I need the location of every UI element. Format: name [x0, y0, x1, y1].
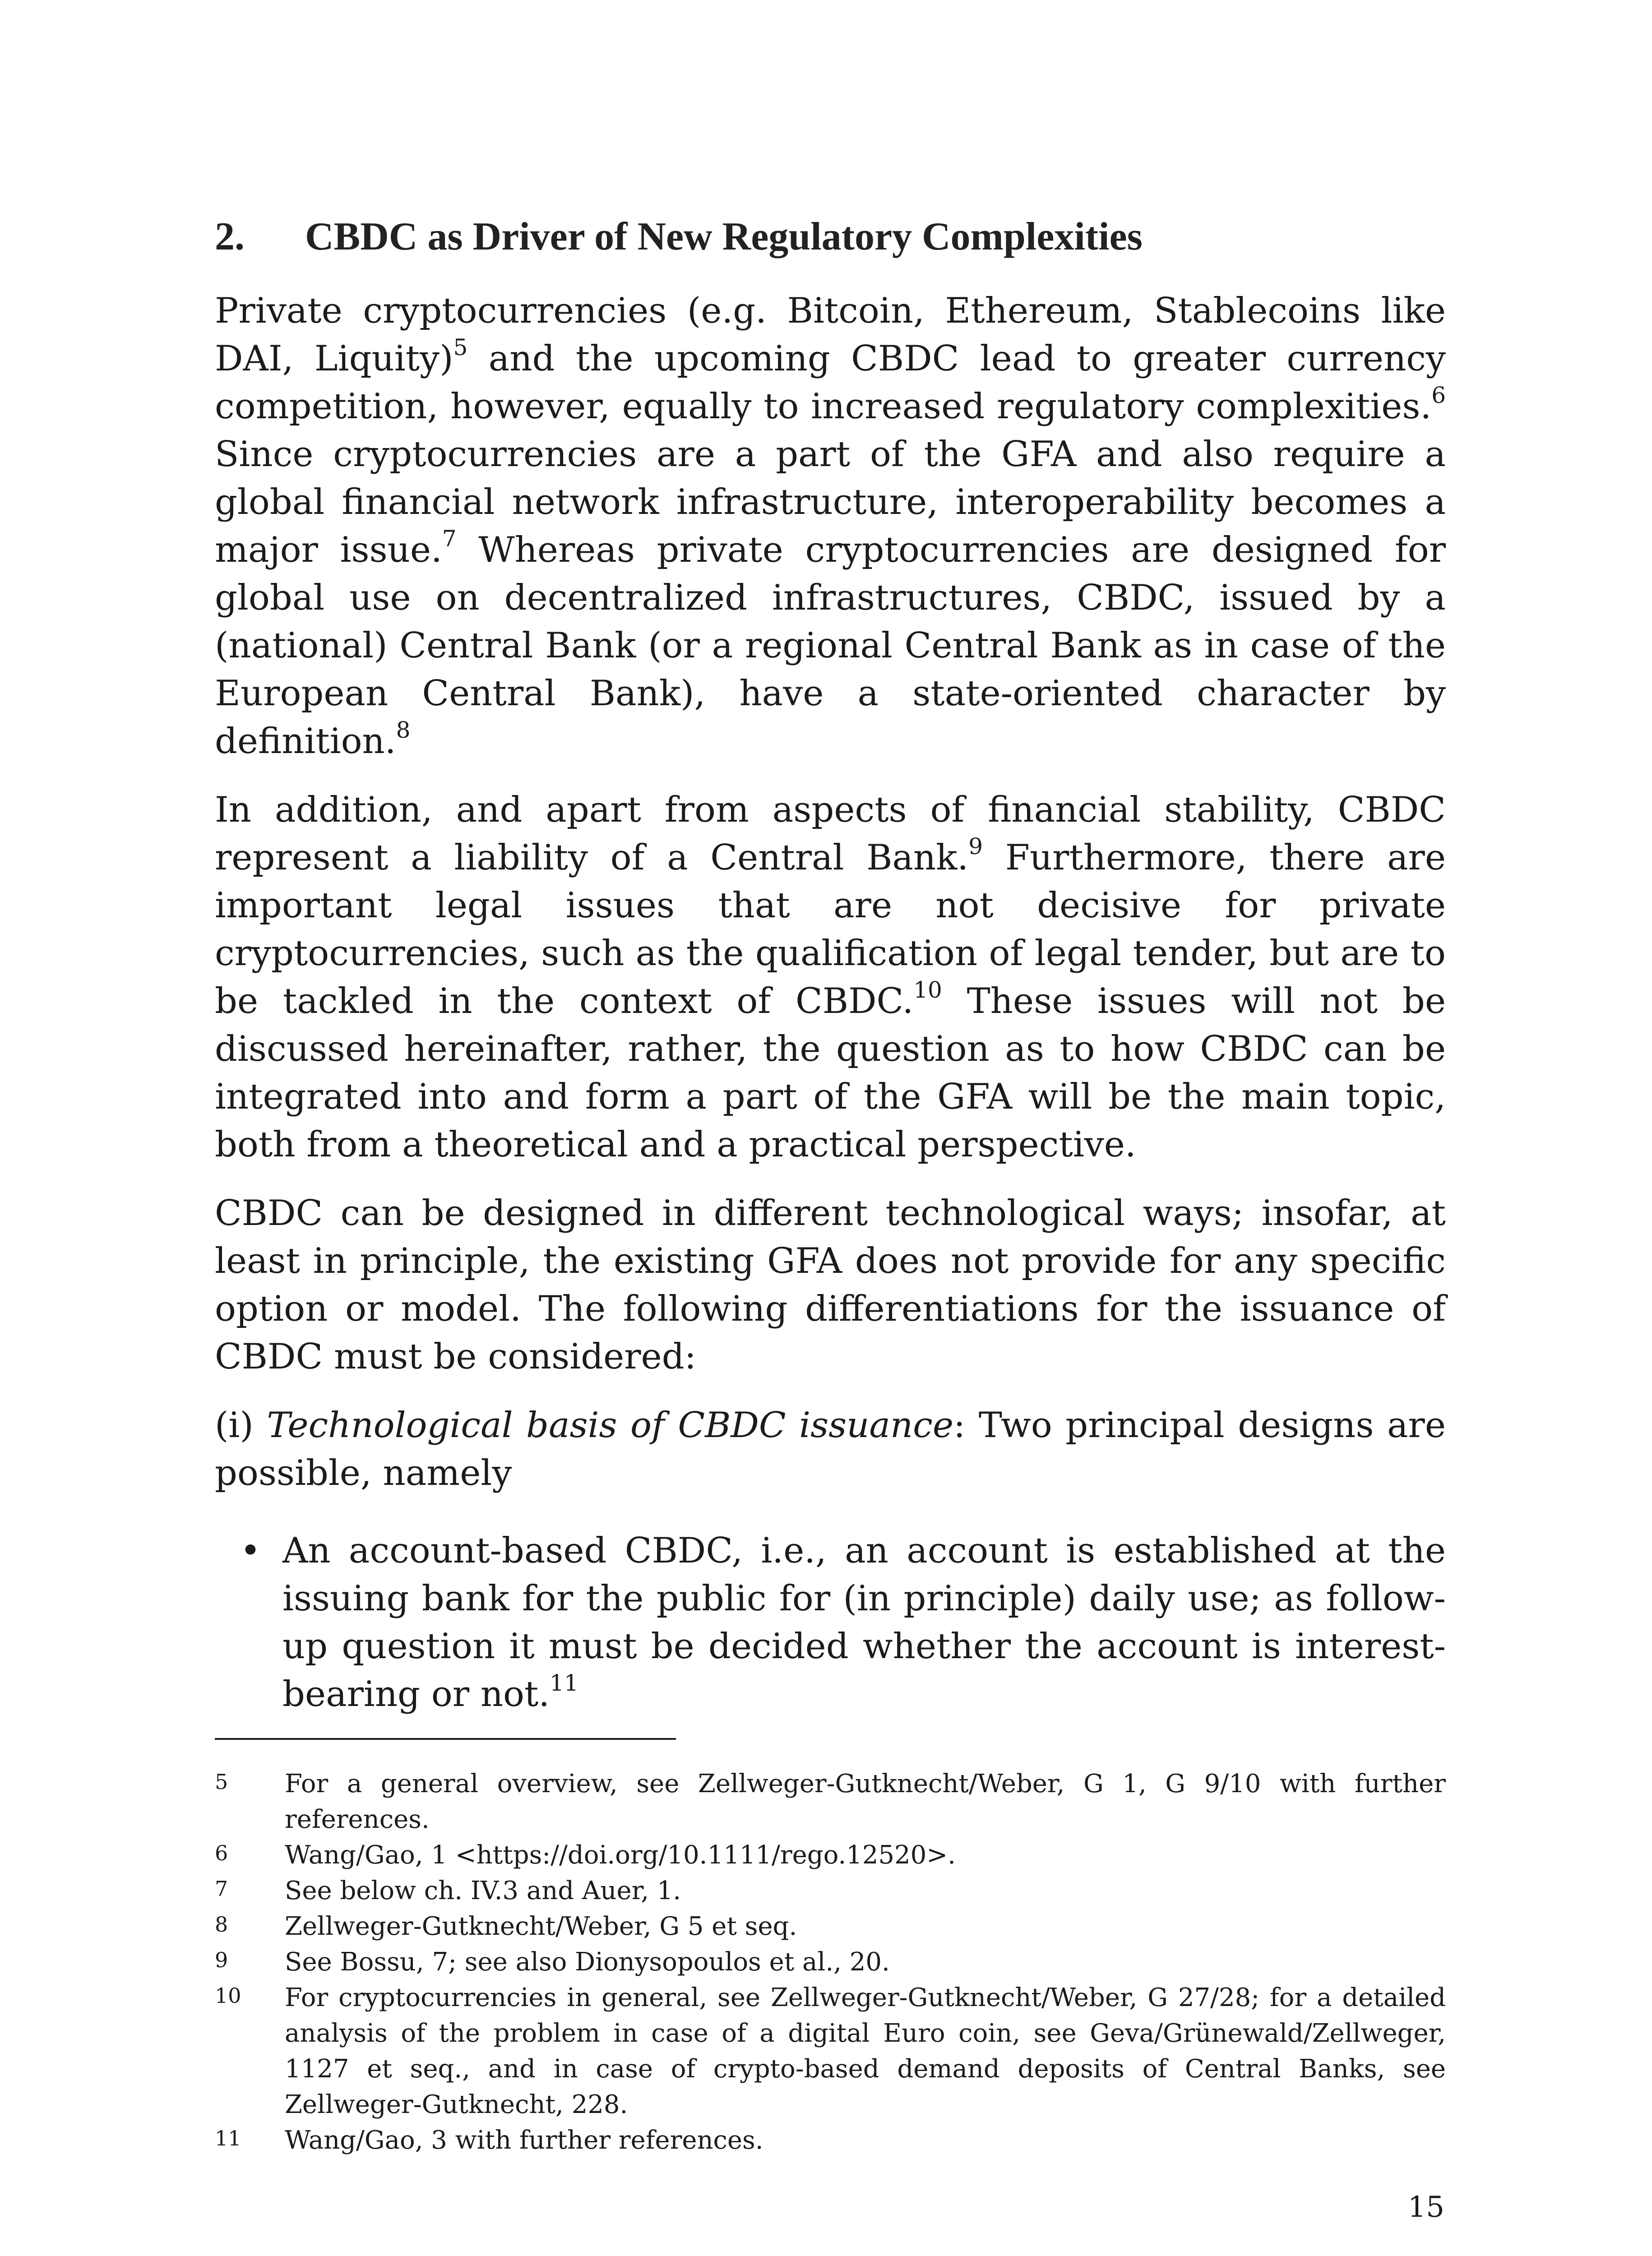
- footnote-8: [215, 1909, 1446, 1944]
- paragraph-1: [215, 287, 1446, 765]
- footnote-number: 6: [215, 1841, 228, 1865]
- list-item-text: An account-based CBDC, i.e., an account is established at the issuing bank for the public for (in principle) daily use; as follow-up question it must be decided whether the account is interest-bearing or not.: [282, 1530, 1446, 1715]
- footnote-10: [215, 1980, 1446, 2122]
- footnote-text: See below ch. IV.3 and Auer, 1.: [285, 1876, 681, 1905]
- section-heading: [215, 212, 1446, 262]
- footnote-number: 9: [215, 1948, 228, 1972]
- paragraph-4-prefix: (i): [215, 1405, 267, 1446]
- paragraph-4-suffix: : Two principal designs are possible, namely: [215, 1405, 1446, 1493]
- footnote-ref-7[interactable]: 7: [442, 526, 457, 552]
- bullet-list: [215, 1527, 1446, 1718]
- footnote-number: 8: [215, 1912, 228, 1937]
- footnote-separator: [215, 1738, 676, 1740]
- section-number: 2.: [215, 215, 245, 259]
- footnote-number: 11: [215, 2126, 241, 2150]
- paragraph-2-sentence-2: Furthermore, there are important legal issues that are not decisive for private cryptocurrencies, such as the qualification of legal tender, but are to be tackled in the context of CBDC.: [215, 837, 1446, 1022]
- paragraph-3-text: CBDC can be designed in different technological ways; insofar, at least in principle, the existing GFA does not provide for any specific option or model. The following differentiations for the issuance of CBDC must be considered:: [215, 1193, 1446, 1377]
- footnote-text: For a general overview, see Zellweger-Gutknecht/Weber, G 1, G 9/10 with further references.: [285, 1769, 1446, 1834]
- footnote-number: 7: [215, 1877, 228, 1901]
- paragraph-3: [215, 1189, 1446, 1381]
- footnote-text: See Bossu, 7; see also Dionysopoulos et al., 20.: [285, 1947, 890, 1977]
- paragraph-4: [215, 1401, 1446, 1497]
- main-text: [215, 212, 1446, 1718]
- paragraph-1-sentence-2: and the upcoming CBDC lead to greater currency competition, however, equally to increased regulatory complexities.: [215, 338, 1446, 427]
- footnote-text: For cryptocurrencies in general, see Zellweger-Gutknecht/Weber, G 27/28; for a detailed analysis of the problem in case of a digital Euro coin, see Geva/Grünewald/Zellweger, 1127 et seq., and in case of crypto-based demand deposits of Central Banks, see Zellweger-Gutknecht, 228.: [285, 1983, 1446, 2119]
- footnote-ref-11[interactable]: 11: [550, 1670, 578, 1696]
- paragraph-1-sentence-1: Private cryptocurrencies (e.g. Bitcoin, Ethereum, Stablecoins like DAI, Liquity): [215, 291, 1446, 379]
- page-number: 15: [1407, 2191, 1444, 2224]
- footnote-7: [215, 1873, 1446, 1909]
- section-title: CBDC as Driver of New Regulatory Complexities: [305, 215, 1143, 259]
- footnote-11: [215, 2122, 1446, 2158]
- paragraph-2-sentence-1: In addition, and apart from aspects of financial stability, CBDC represent a liability of a Central Bank.: [215, 790, 1446, 878]
- footnote-6: [215, 1837, 1446, 1873]
- footnote-ref-9[interactable]: 9: [968, 833, 983, 860]
- footnote-number: 10: [215, 1983, 241, 2008]
- paragraph-4-italic-term: Technological basis of CBDC issuance: [267, 1405, 953, 1446]
- bullet-icon: •: [240, 1530, 261, 1571]
- footnote-ref-6[interactable]: 6: [1431, 382, 1446, 408]
- paragraph-1-sentence-3: Since cryptocurrencies are a part of the GFA and also require a global financial network infrastructure, interoperability becomes a major issue.: [215, 434, 1446, 570]
- paragraph-1-sentence-4: Whereas private cryptocurrencies are designed for global use on decentralized infrastructures, CBDC, issued by a (national) Central Bank (or a regional Central Bank as in case of the European Central Bank), have a state-oriented character by definition.: [215, 530, 1446, 762]
- footnote-ref-10[interactable]: 10: [913, 977, 942, 1003]
- footnote-ref-8[interactable]: 8: [396, 717, 411, 743]
- footnote-number: 5: [215, 1770, 228, 1794]
- footnote-5: [215, 1766, 1446, 1837]
- footnote-text: Wang/Gao, 3 with further references.: [285, 2126, 764, 2155]
- paragraph-2: [215, 786, 1446, 1169]
- footnote-9: [215, 1944, 1446, 1980]
- paragraph-2-sentence-3: These issues will not be discussed hereinafter, rather, the question as to how CBDC can be integrated into and form a part of the GFA will be the main topic, both from a theoretical and a practical perspective.: [215, 981, 1446, 1165]
- footnotes: [215, 1766, 1446, 2158]
- footnote-text[interactable]: Wang/Gao, 1 <https://doi.org/10.1111/rego.12520>.: [285, 1840, 956, 1870]
- footnote-ref-5[interactable]: 5: [453, 334, 468, 361]
- list-item: [215, 1527, 1446, 1718]
- footnote-text: Zellweger-Gutknecht/Weber, G 5 et seq.: [285, 1912, 797, 1941]
